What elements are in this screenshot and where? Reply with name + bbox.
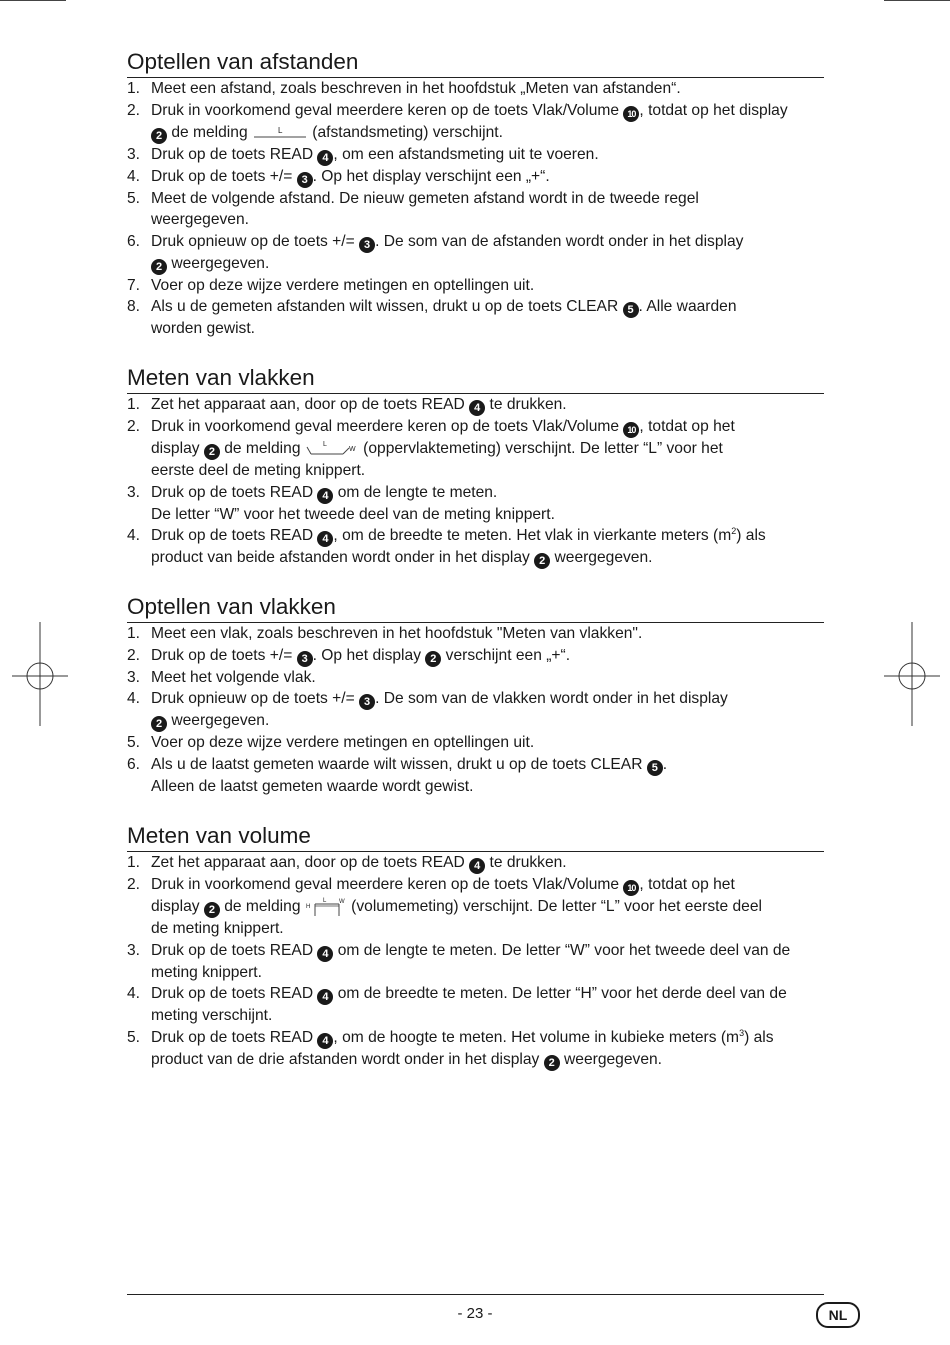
item-line [151,874,824,896]
callout-number-badge: 2 [151,259,167,275]
item-number: 4. [127,527,141,545]
text-run: Meet de volgende afstand. De nieuw gemeten afstand wordt in de tweede regel [151,189,699,207]
text-run: weergegeven. [151,211,249,229]
item-number: 1. [127,854,141,871]
text-run: Meet een vlak, zoals beschreven in het hoofdstuk "Meten van vlakken". [151,625,643,642]
list-item [127,482,824,526]
item-number: 6. [127,755,141,773]
item-number: 3. [127,941,141,959]
section-title: Meten van vlakken [127,364,824,394]
callout-number-badge: 4 [317,488,333,504]
crop-mark-top-right [884,0,950,1]
item-number: 1. [127,80,141,97]
item-number: 3. [127,483,141,501]
item-line [151,438,824,460]
section-meten-vlakken [127,364,824,569]
svg-text:H: H [305,904,311,910]
text-run: meting knippert. [151,963,262,981]
text-run: , totdat op het display [639,101,788,119]
list-item [127,275,824,297]
text-run: . Alle waarden [638,298,737,316]
callout-number-badge: 2 [204,444,220,460]
text-run: Druk in voorkomend geval meerdere keren op de toets Vlak/Volume [151,418,624,435]
list-item [127,874,824,940]
text-run: weergegeven. [550,549,653,567]
item-line [151,416,824,438]
item-number: 1. [127,396,141,413]
list-item [127,688,824,732]
text-run: om de lengte te meten. De letter “W” voor het tweede deel van de [333,941,791,959]
page-number: - 23 - [457,1305,493,1322]
item-number: 4. [127,985,141,1003]
callout-number-badge: 2 [425,651,441,667]
svg-text:W: W [348,445,356,453]
text-run: Druk op de toets READ [151,145,318,163]
item-number: 2. [127,876,141,893]
item-line [151,253,824,275]
callout-number-badge: 4 [317,946,333,962]
text-run: Druk in voorkomend geval meerdere keren op de toets Vlak/Volume [151,101,624,119]
callout-number-badge: 4 [317,1033,333,1049]
section-optellen-vlakken [127,593,824,797]
text-run: verschijnt een „+“. [441,646,571,664]
item-line [151,623,824,645]
item-line [151,504,824,526]
text-run: Als u de gemeten afstanden wilt wissen, drukt u op de toets CLEAR [151,298,623,316]
callout-number-badge: 10 [623,422,639,438]
text-run: Druk op de toets READ [151,985,318,1003]
text-run: Meet het volgende vlak. [151,668,316,686]
callout-number-badge: 2 [204,902,220,918]
item-number: 5. [127,734,141,752]
text-run: weergegeven. [167,712,270,730]
callout-number-badge: 4 [469,400,485,416]
instruction-list [127,623,824,797]
item-line [151,918,824,940]
callout-number-badge: 2 [151,128,167,144]
text-run: ) als [744,1028,774,1046]
text-run: de melding [219,898,305,916]
text-run: Druk opnieuw op de toets +/= [151,690,360,708]
list-item [127,78,824,100]
lcd-area-icon [305,439,359,459]
item-line [151,547,824,569]
callout-number-badge: 3 [297,651,313,667]
list-item [127,231,824,275]
item-line [151,732,824,754]
callout-number-badge: 5 [647,760,663,776]
item-line [151,962,824,984]
text-run: Voer op deze wijze verdere metingen en optellingen uit. [151,276,535,294]
list-item [127,645,824,667]
item-line [151,100,824,122]
item-line [151,1049,824,1071]
text-run: Druk op de toets READ [151,483,318,501]
text-run: meting verschijnt. [151,1007,273,1025]
instruction-list [127,394,824,569]
text-run: , om de breedte te meten. Het vlak in vierkante meters (m [333,527,732,545]
item-line [151,688,824,710]
text-run: Alleen de laatst gemeten waarde wordt gewist. [151,777,474,795]
item-line [151,144,824,166]
text-run: weergegeven. [167,254,270,272]
instruction-list [127,78,824,340]
callout-number-badge: 4 [317,989,333,1005]
callout-number-badge: 10 [623,106,639,122]
item-number: 4. [127,690,141,708]
item-line [151,645,824,667]
callout-number-badge: 2 [534,553,550,569]
text-run: Druk opnieuw op de toets +/= [151,232,360,250]
list-item [127,394,824,416]
item-line [151,231,824,253]
svg-text:L: L [322,898,327,904]
item-number: 8. [127,298,141,316]
section-optellen-afstanden [127,48,824,340]
list-item [127,166,824,188]
text-run: , totdat op het [639,418,735,435]
text-run: product van beide afstanden wordt onder in het display [151,549,535,567]
section-title: Optellen van vlakken [127,593,824,623]
text-run: (volumemeting) verschijnt. De letter “L” voor het eerste deel [346,898,762,916]
section-title: Optellen van afstanden [127,48,824,78]
text-run: Als u de laatst gemeten waarde wilt wissen, drukt u op de toets CLEAR [151,755,647,773]
text-run: (oppervlaktemeting) verschijnt. De letter “L” voor het [358,440,723,457]
item-number: 6. [127,232,141,250]
item-line [151,122,824,144]
list-item [127,983,824,1027]
text-run: . Op het display verschijnt een „+“. [312,167,550,185]
item-number: 3. [127,668,141,686]
svg-text:L: L [322,440,327,448]
item-line [151,482,824,504]
callout-number-badge: 4 [469,858,485,874]
list-item [127,732,824,754]
list-item [127,144,824,166]
text-run: worden gewist. [151,320,256,338]
text-run: de meting knippert. [151,920,284,938]
lcd-distance-icon [252,124,308,140]
item-line [151,318,824,340]
item-line [151,940,824,962]
text-run: , totdat op het [639,876,735,893]
item-line [151,188,824,210]
list-item [127,296,824,340]
item-line [151,667,824,689]
text-run: eerste deel de meting knippert. [151,462,366,479]
text-run: te drukken. [485,396,567,413]
list-item [127,940,824,984]
text-run: , om een afstandsmeting uit te voeren. [333,145,599,163]
text-run: Druk op de toets +/= [151,646,297,664]
text-run: . Op het display [312,646,426,664]
item-number: 1. [127,625,141,642]
language-badge: NL [816,1302,860,1328]
superscript: 2 [731,526,737,536]
text-run: (afstandsmeting) verschijnt. [307,123,503,141]
item-line [151,710,824,732]
text-run: . De som van de vlakken wordt onder in het display [375,690,728,708]
callout-number-badge: 2 [544,1055,560,1071]
list-item [127,1027,824,1071]
item-line [151,78,824,100]
item-line [151,754,824,776]
list-item [127,754,824,798]
item-line [151,209,824,231]
item-line [151,776,824,798]
item-number: 2. [127,418,141,435]
item-number: 3. [127,145,141,163]
item-line [151,852,824,874]
text-run: ) als [736,527,766,545]
crop-mark-top-left [0,0,66,1]
text-run: Druk op de toets +/= [151,167,297,185]
list-item [127,100,824,144]
item-number: 4. [127,167,141,185]
text-run: de melding [167,123,252,141]
item-line [151,394,824,416]
list-item [127,525,824,569]
callout-number-badge: 4 [317,150,333,166]
item-line [151,896,824,918]
item-line [151,1005,824,1027]
item-line [151,460,824,482]
text-run: De letter “W” voor het tweede deel van de meting knippert. [151,505,555,523]
svg-text:L: L [277,126,283,136]
item-number: 2. [127,646,141,664]
text-run: Zet het apparaat aan, door op de toets READ [151,396,470,413]
registration-mark-left [12,622,68,726]
list-item [127,852,824,874]
text-run: . De som van de afstanden wordt onder in het display [375,232,744,250]
section-title: Meten van volume [127,822,824,852]
text-run: Zet het apparaat aan, door op de toets READ [151,854,470,871]
text-run: Druk op de toets READ [151,1028,318,1046]
section-meten-volume [127,822,824,1071]
item-number: 5. [127,1028,141,1046]
list-item [127,623,824,645]
text-run: weergegeven. [559,1050,662,1068]
svg-text:W: W [338,899,345,905]
text-run: Druk op de toets READ [151,941,318,959]
text-run: om de lengte te meten. [333,483,498,501]
text-run: te drukken. [485,854,567,871]
item-line [151,166,824,188]
text-run: Meet een afstand, zoals beschreven in het hoofdstuk „Meten van afstanden“. [151,80,681,97]
item-line [151,983,824,1005]
callout-number-badge: 5 [623,302,639,318]
callout-number-badge: 10 [623,880,639,896]
registration-mark-right [884,622,940,726]
list-item [127,188,824,231]
text-run: , om de hoogte te meten. Het volume in kubieke meters (m [333,1028,740,1046]
text-run: om de breedte te meten. De letter “H” voor het derde deel van de [333,985,787,1003]
instruction-list [127,852,824,1071]
list-item [127,416,824,482]
callout-number-badge: 3 [359,237,375,253]
list-item [127,667,824,689]
item-number: 7. [127,276,141,294]
item-number: 2. [127,101,141,119]
text-run: Druk op de toets READ [151,527,318,545]
text-run: display [151,440,204,457]
callout-number-badge: 3 [297,172,313,188]
callout-number-badge: 3 [359,694,375,710]
text-run: . [662,755,668,773]
text-run: Voer op deze wijze verdere metingen en optellingen uit. [151,734,535,752]
item-number: 5. [127,189,141,207]
item-line [151,275,824,297]
item-line [151,1027,824,1049]
text-run: product van de drie afstanden wordt onder in het display [151,1050,544,1068]
callout-number-badge: 4 [317,531,333,547]
text-run: display [151,898,204,916]
superscript: 3 [739,1027,745,1038]
item-line [151,296,824,318]
item-line [151,525,824,547]
callout-number-badge: 2 [151,716,167,732]
footer-rule [127,1294,824,1295]
text-run: Druk in voorkomend geval meerdere keren op de toets Vlak/Volume [151,876,624,893]
text-run: de melding [219,440,305,457]
lcd-volume-icon [305,896,347,918]
